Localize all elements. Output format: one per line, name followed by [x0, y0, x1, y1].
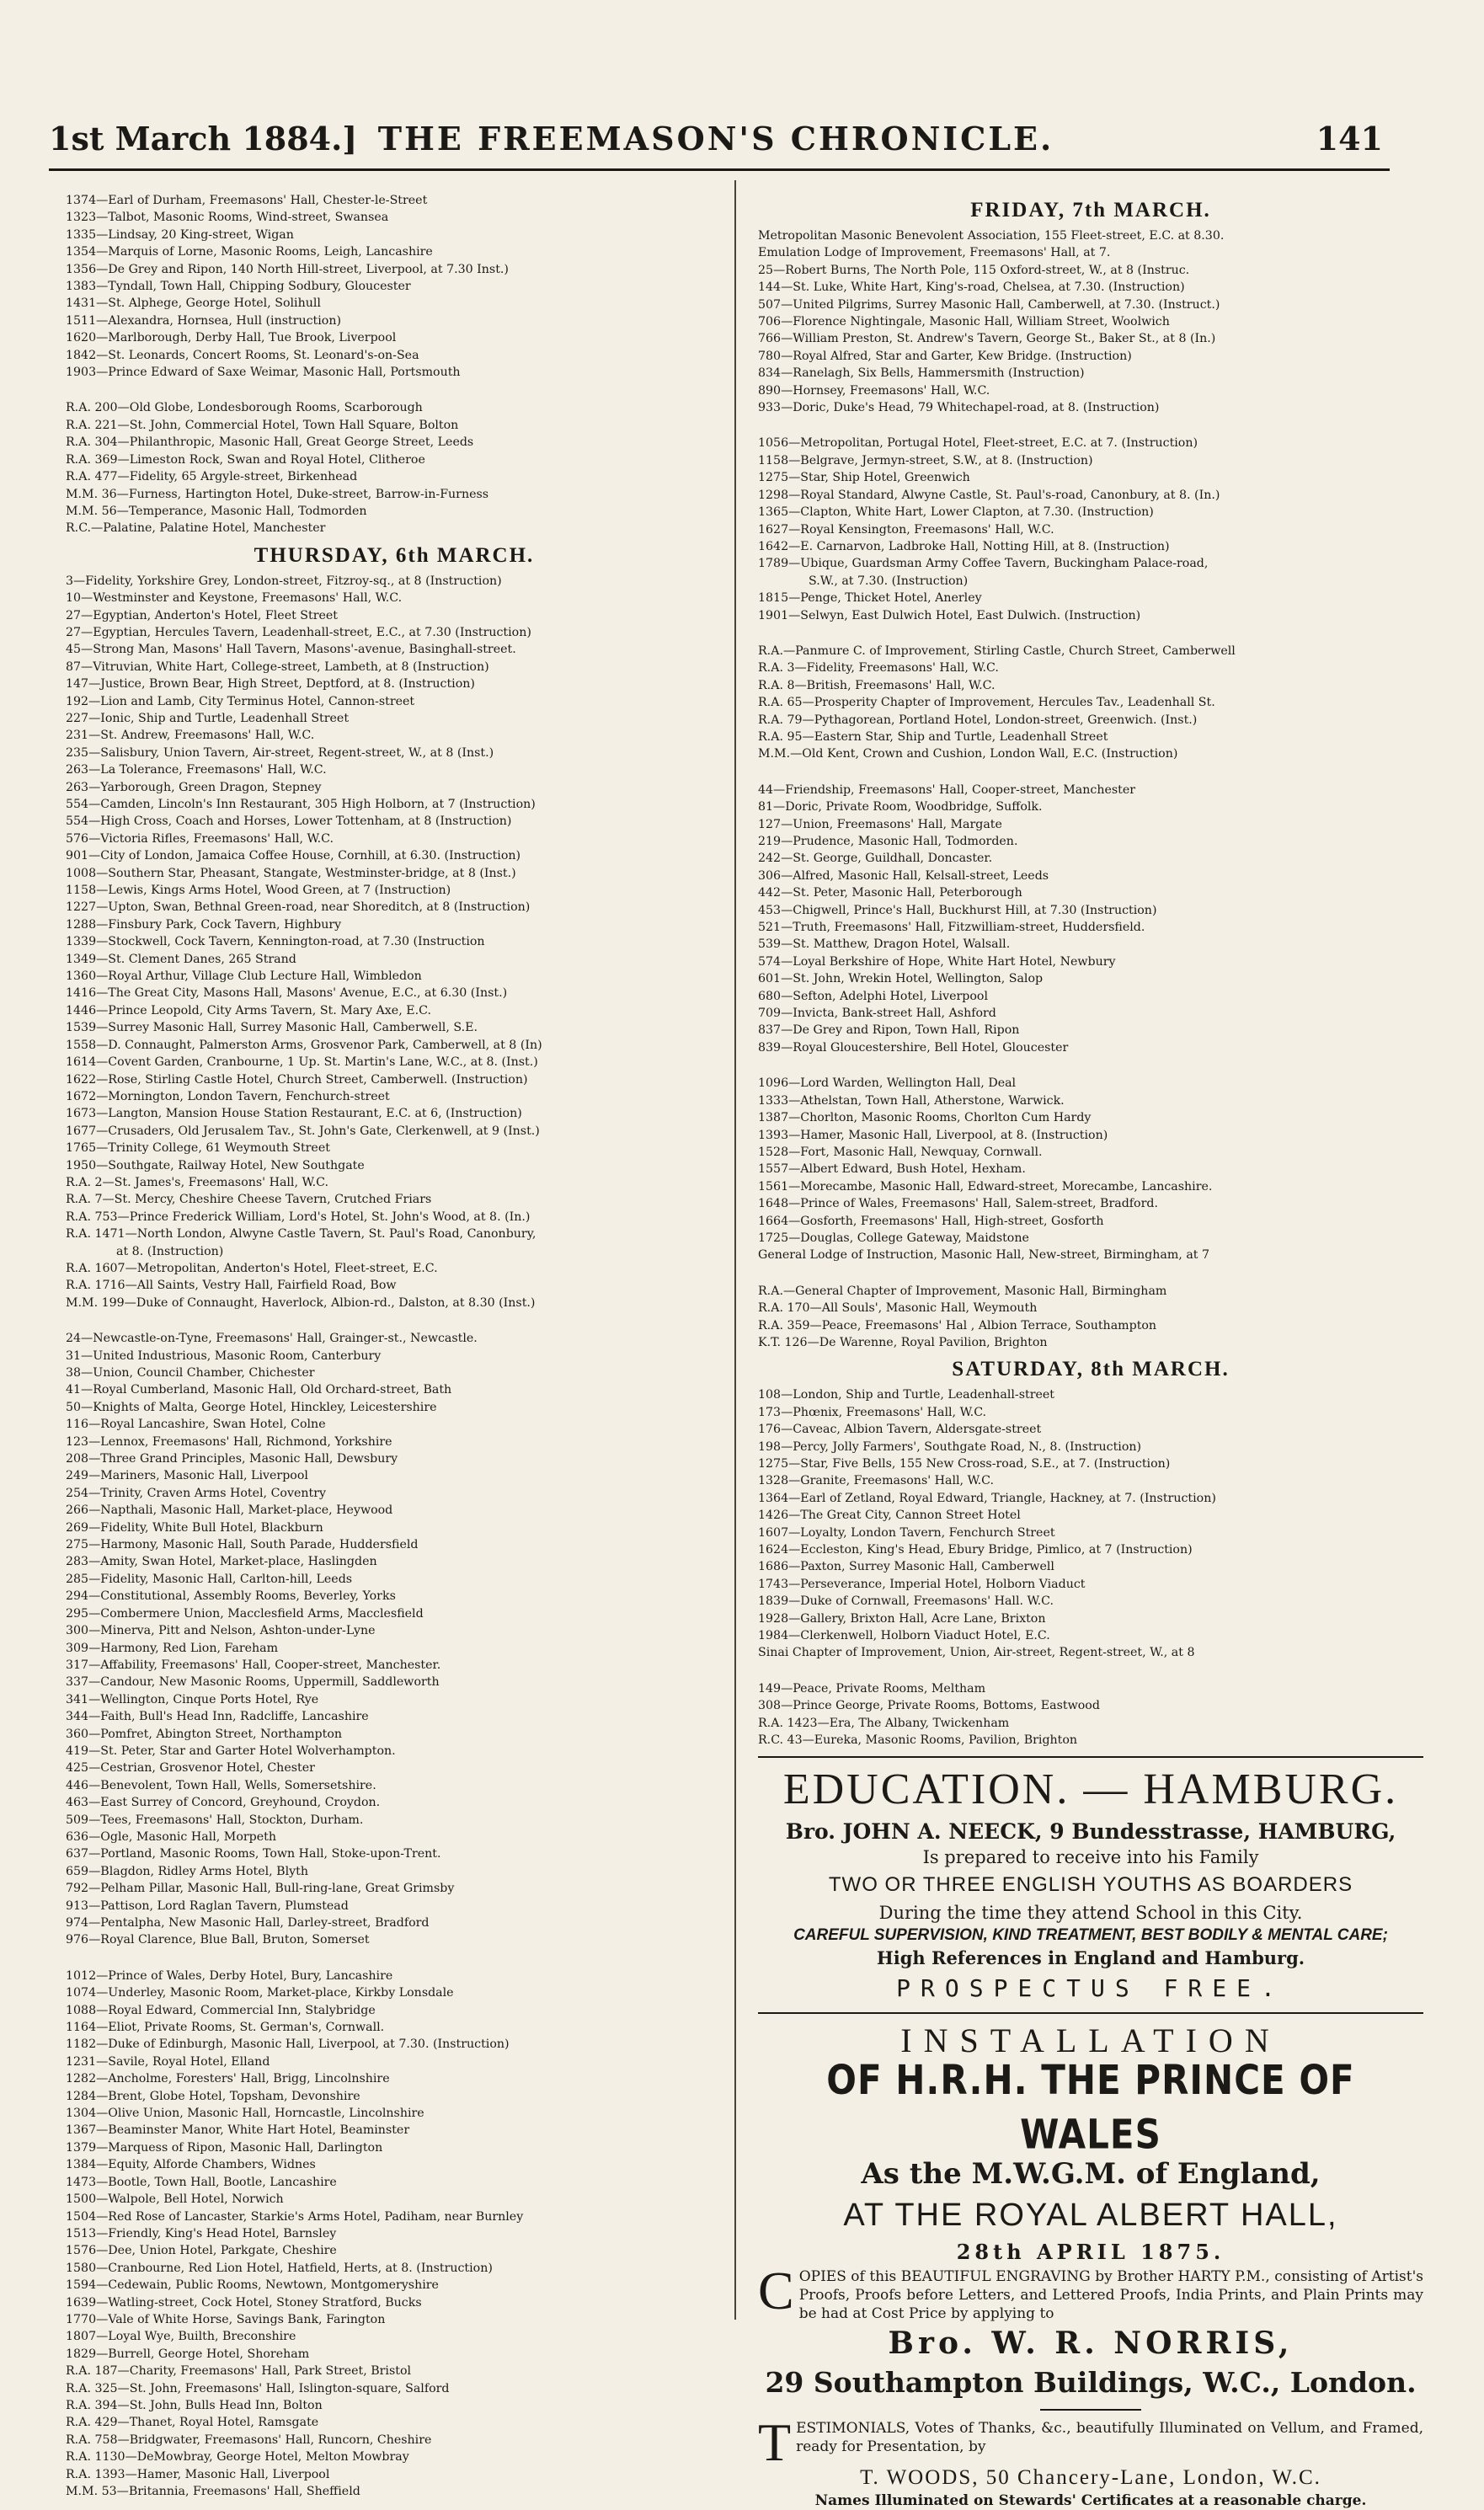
lodge-list — [66, 399, 723, 537]
lodge-entry: 27—Egyptian, Anderton's Hotel, Fleet Street — [66, 608, 338, 622]
lodge-entry: 50—Knights of Malta, George Hotel, Hinckley, Leicestershire — [66, 1400, 437, 1414]
lodge-entry: 419—St. Peter, Star and Garter Hotel Wolverhampton. — [66, 1744, 396, 1758]
lodge-entry: 1282—Ancholme, Foresters' Hall, Brigg, Lincolnshire — [66, 2072, 390, 2086]
lodge-entry: 317—Affability, Freemasons' Hall, Cooper-street, Manchester. — [66, 1658, 441, 1672]
lodge-entry: 1364—Earl of Zetland, Royal Edward, Triangle, Hackney, at 7. (Instruction) — [758, 1491, 1216, 1505]
lodge-list — [758, 643, 1423, 763]
saturday-heading: SATURDAY, 8th MARCH. — [952, 1358, 1230, 1381]
lodge-entry: R.C. 43—Eureka, Masonic Rooms, Pavilion, Brighton — [758, 1733, 1078, 1748]
lodge-entry: 1614—Covent Garden, Cranbourne, 1 Up. St. Martin's Lane, W.C., at 8. (Inst.) — [66, 1055, 538, 1070]
lodge-entry: 1539—Surrey Masonic Hall, Surrey Masonic Hall, Camberwell, S.E. — [66, 1021, 478, 1035]
lodge-entry: 1387—Chorlton, Masonic Rooms, Chorlton Cum Hardy — [758, 1111, 1092, 1125]
education-advert — [758, 1765, 1423, 2005]
lodge-entry: 1354—Marquis of Lorne, Masonic Rooms, Leigh, Lancashire — [66, 245, 433, 259]
lodge-entry: 1673—Langton, Mansion House Station Restaurant, E.C. at 6, (Instruction) — [66, 1107, 522, 1121]
lodge-entry: 341—Wellington, Cinque Ports Hotel, Rye — [66, 1692, 319, 1706]
lodge-entry: 1664—Gosforth, Freemasons' Hall, High-street, Gosforth — [758, 1214, 1104, 1228]
lodge-entry: 1473—Bootle, Town Hall, Bootle, Lancashire — [66, 2175, 337, 2189]
lodge-entry: Metropolitan Masonic Benevolent Association, 155 Fleet-street, E.C. at 8.30. — [758, 229, 1225, 243]
lodge-list — [66, 1330, 723, 1949]
lodge-entry: 38—Union, Council Chamber, Chichester — [66, 1366, 315, 1380]
lodge-entry: 837—De Grey and Ripon, Town Hall, Ripon — [758, 1023, 1020, 1038]
lodge-list — [758, 782, 1423, 1057]
lodge-entry: 1379—Marquess of Ripon, Masonic Hall, Darlington — [66, 2140, 383, 2155]
lodge-list — [758, 1075, 1423, 1263]
lodge-entry: 1500—Walpole, Bell Hotel, Norwich — [66, 2192, 284, 2207]
lodge-entry: R.A. 170—All Souls', Masonic Hall, Weymouth — [758, 1301, 1038, 1316]
lodge-entry: R.A. 304—Philanthropic, Masonic Hall, Great George Street, Leeds — [66, 435, 474, 450]
lodge-entry: R.A. 3—Fidelity, Freemasons' Hall, W.C. — [758, 661, 999, 676]
lodge-entry: 1677—Crusaders, Old Jerusalem Tav., St. John's Gate, Clerkenwell, at 9 (Inst.) — [66, 1124, 540, 1138]
lodge-entry: 539—St. Matthew, Dragon Hotel, Walsall. — [758, 937, 1011, 952]
lodge-entry: 10—Westminster and Keystone, Freemasons' Hall, W.C. — [66, 591, 403, 606]
lodge-entry: Emulation Lodge of Improvement, Freemasons' Hall, at 7. — [758, 246, 1111, 260]
left-column — [66, 192, 723, 2500]
column-divider — [734, 180, 736, 2320]
lodge-entry: 27—Egyptian, Hercules Tavern, Leadenhall-street, E.C., at 7.30 (Instruction) — [66, 625, 531, 639]
lodge-entry: 1008—Southern Star, Pheasant, Stangate, Westminster-bridge, at 8 (Inst.) — [66, 866, 516, 880]
lodge-entry: 1648—Prince of Wales, Freemasons' Hall, Salem-street, Bradford. — [758, 1197, 1158, 1211]
lodge-entry: 913—Pattison, Lord Raglan Tavern, Plumstead — [66, 1899, 349, 1913]
lodge-entry: R.A. 200—Old Globe, Londesborough Rooms, Scarborough — [66, 401, 423, 415]
lodge-entry: 127—Union, Freemasons' Hall, Margate — [758, 817, 1002, 831]
lodge-entry: 1576—Dee, Union Hotel, Parkgate, Cheshire — [66, 2244, 337, 2258]
group-spacer — [758, 1264, 1423, 1283]
wednesday-continued-list — [66, 192, 723, 537]
short-rule — [1040, 2409, 1141, 2411]
lodge-entry: 269—Fidelity, White Bull Hotel, Blackburn — [66, 1520, 323, 1535]
lodge-entry: 45—Strong Man, Masons' Hall Tavern, Masons'-avenue, Basinghall-street. — [66, 643, 516, 657]
lodge-entry: 1765—Trinity College, 61 Weymouth Street — [66, 1141, 330, 1156]
lodge-entry: 87—Vitruvian, White Hart, College-street, Lambeth, at 8 (Instruction) — [66, 660, 489, 674]
education-line-2: TWO OR THREE ENGLISH YOUTHS AS BOARDERS — [828, 1872, 1353, 1896]
lodge-list — [66, 1968, 723, 2501]
lodge-entry: 1984—Clerkenwell, Holborn Viaduct Hotel, E.C. — [758, 1629, 1050, 1643]
lodge-entry: 1446—Prince Leopold, City Arms Tavern, St. Mary Axe, E.C. — [66, 1003, 431, 1017]
lodge-entry: 1829—Burrell, George Hotel, Shoreham — [66, 2347, 310, 2361]
lodge-entry: 576—Victoria Rifles, Freemasons' Hall, W.C. — [66, 831, 334, 846]
lodge-entry: 1288—Finsbury Park, Cock Tavern, Highbury — [66, 917, 342, 932]
installation-advert — [758, 2021, 1423, 2402]
lodge-entry: 446—Benevolent, Town Hall, Wells, Somersetshire. — [66, 1778, 376, 1792]
lodge-entry: 1624—Eccleston, King's Head, Ebury Bridge, Pimlico, at 7 (Instruction) — [758, 1543, 1193, 1557]
education-line-1: Is prepared to receive into his Family — [922, 1846, 1259, 1867]
testimonials-address: T. WOODS, 50 Chancery-Lane, London, W.C. — [860, 2465, 1321, 2489]
lodge-entry: R.A. 1393—Hamer, Masonic Hall, Liverpool — [66, 2467, 330, 2481]
lodge-entry: 780—Royal Alfred, Star and Garter, Kew Bridge. (Instruction) — [758, 349, 1132, 363]
right-column — [758, 192, 1423, 2510]
installation-text: OPIES of this BEAUTIFUL ENGRAVING by Brother HARTY P.M., consisting of Artist's Proofs, Proofs before Letters, and Lettered Proofs, India Prints, and Plain Prints may be had at Cost Price by applying to — [798, 2267, 1423, 2322]
installation-title: INSTALLATION — [900, 2021, 1281, 2059]
lodge-entry: 263—La Tolerance, Freemasons' Hall, W.C. — [66, 763, 327, 777]
lodge-entry: 890—Hornsey, Freemasons' Hall, W.C. — [758, 383, 990, 398]
lodge-entry: 1622—Rose, Stirling Castle Hotel, Church Street, Camberwell. (Instruction) — [66, 1072, 528, 1087]
testimonials-advert — [758, 2411, 1423, 2510]
lodge-entry: R.A. 1716—All Saints, Vestry Hall, Fairfield Road, Bow — [66, 1279, 397, 1293]
lodge-entry: 1339—Stockwell, Cock Tavern, Kennington-road, at 7.30 (Instruction — [66, 935, 485, 949]
lodge-entry: 766—William Preston, St. Andrew's Tavern, George St., Baker St., at 8 (In.) — [758, 332, 1216, 346]
lodge-entry: R.A. 1130—DeMowbray, George Hotel, Melton Mowbray — [66, 2450, 409, 2465]
education-title: EDUCATION. — HAMBURG. — [782, 1765, 1399, 1813]
lodge-list — [66, 192, 723, 381]
lodge-entry: 337—Candour, New Masonic Rooms, Uppermill, Saddleworth — [66, 1675, 440, 1690]
issue-date: 1st March 1884.] — [49, 120, 358, 158]
lodge-list — [758, 1283, 1423, 1352]
lodge-entry: 453—Chigwell, Prince's Hall, Buckhurst Hill, at 7.30 (Instruction) — [758, 903, 1157, 917]
lodge-entry: 1686—Paxton, Surrey Masonic Hall, Camberwell — [758, 1560, 1054, 1574]
thursday-list — [66, 573, 723, 2501]
lodge-entry: 1511—Alexandra, Hornsea, Hull (instruction) — [66, 313, 342, 328]
lodge-entry: 108—London, Ship and Turtle, Leadenhall-street — [758, 1388, 1054, 1402]
lodge-entry: 309—Harmony, Red Lion, Fareham — [66, 1641, 279, 1655]
lodge-list — [758, 1386, 1423, 1662]
lodge-entry: 637—Portland, Masonic Rooms, Town Hall, Stoke-upon-Trent. — [66, 1847, 441, 1861]
lodge-entry: 1901—Selwyn, East Dulwich Hotel, East Dulwich. (Instruction) — [758, 608, 1141, 622]
lodge-entry: 1594—Cedewain, Public Rooms, Newtown, Montgomeryshire — [66, 2278, 439, 2293]
lodge-entry: 1056—Metropolitan, Portugal Hotel, Fleet-street, E.C. at 7. (Instruction) — [758, 436, 1198, 451]
saturday-list — [758, 1386, 1423, 1749]
lodge-entry: 275—Harmony, Masonic Hall, South Parade, Huddersfield — [66, 1538, 419, 1552]
lodge-entry: 1416—The Great City, Masons Hall, Masons' Avenue, E.C., at 6.30 (Inst.) — [66, 986, 508, 1001]
header-rule — [49, 168, 1390, 171]
lodge-entry: 1528—Fort, Masonic Hall, Newquay, Cornwall. — [758, 1145, 1043, 1159]
lodge-entry: 1088—Royal Edward, Commercial Inn, Stalybridge — [66, 2003, 376, 2017]
lodge-entry: 442—St. Peter, Masonic Hall, Peterborough — [758, 886, 1022, 900]
lodge-entry: K.T. 126—De Warenne, Royal Pavilion, Brighton — [758, 1335, 1048, 1349]
lodge-entry: 1639—Watling-street, Cock Hotel, Stoney Stratford, Bucks — [66, 2295, 422, 2310]
lodge-entry: 3—Fidelity, Yorkshire Grey, London-street, Fitzroy-sq., at 8 (Instruction) — [66, 574, 502, 588]
education-line-5: High References in England and Hamburg. — [876, 1947, 1305, 1968]
installation-agent-name: Bro. W. R. NORRIS, — [888, 2325, 1294, 2361]
lodge-entry: R.A.—General Chapter of Improvement, Masonic Hall, Birmingham — [758, 1284, 1167, 1298]
lodge-entry: 1839—Duke of Cornwall, Freemasons' Hall. W.C. — [758, 1594, 1054, 1609]
lodge-entry: 176—Caveac, Albion Tavern, Aldersgate-street — [758, 1423, 1042, 1437]
lodge-entry: M.M. 53—Britannia, Freemasons' Hall, Sheffield — [66, 2485, 360, 2498]
lodge-entry: 1789—Ubique, Guardsman Army Coffee Tavern, Buckingham Palace-road, — [758, 557, 1209, 571]
group-spacer — [758, 624, 1423, 643]
section-rule — [758, 1756, 1423, 1758]
lodge-entry: 659—Blagdon, Ridley Arms Hotel, Blyth — [66, 1864, 308, 1878]
lodge-entry: R.A. 325—St. John, Freemasons' Hall, Islington-square, Salford — [66, 2381, 450, 2395]
lodge-entry: 173—Phœnix, Freemasons' Hall, W.C. — [758, 1405, 987, 1419]
lodge-entry: 792—Pelham Pillar, Masonic Hall, Bull-ring-lane, Great Grimsby — [66, 1882, 455, 1896]
lodge-entry: M.M. 36—Furness, Hartington Hotel, Duke-street, Barrow-in-Furness — [66, 487, 489, 501]
lodge-entry: 1558—D. Connaught, Palmerston Arms, Grosvenor Park, Camberwell, at 8 (In) — [66, 1038, 542, 1052]
lodge-entry: 147—Justice, Brown Bear, High Street, Deptford, at 8. (Instruction) — [66, 677, 475, 692]
lodge-entry: R.A. 7—St. Mercy, Cheshire Cheese Tavern, Crutched Friars — [66, 1193, 432, 1207]
lodge-entry: 308—Prince George, Private Rooms, Bottoms, Eastwood — [758, 1699, 1100, 1713]
lodge-entry: 1356—De Grey and Ripon, 140 North Hill-street, Liverpool, at 7.30 Inst.) — [66, 262, 509, 276]
lodge-entry: 1431—St. Alphege, George Hotel, Solihull — [66, 296, 321, 311]
lodge-entry: 574—Loyal Berkshire of Hope, White Hart Hotel, Newbury — [758, 954, 1116, 969]
lodge-entry: 839—Royal Gloucestershire, Bell Hotel, Gloucester — [758, 1040, 1069, 1055]
lodge-entry: 24—Newcastle-on-Tyne, Freemasons' Hall, Grainger-st., Newcastle. — [66, 1332, 478, 1346]
lodge-entry: 1903—Prince Edward of Saxe Weimar, Masonic Hall, Portsmouth — [66, 366, 461, 380]
lodge-entry: 636—Ogle, Masonic Hall, Morpeth — [66, 1829, 276, 1844]
lodge-entry: 1158—Belgrave, Jermyn-street, S.W., at 8. (Instruction) — [758, 453, 1093, 467]
lodge-entry: 1815—Penge, Thicket Hotel, Anerley — [758, 591, 982, 606]
installation-subtitle: OF H.R.H. THE PRINCE OF WALES — [826, 2055, 1355, 2158]
lodge-entry: 285—Fidelity, Masonic Hall, Carlton-hill, Leeds — [66, 1572, 353, 1586]
lodge-entry: R.A. 359—Peace, Freemasons' Hal , Albion Terrace, Southampton — [758, 1318, 1157, 1332]
lodge-entry: 974—Pentalpha, New Masonic Hall, Darley-street, Bradford — [66, 1916, 430, 1930]
lodge-entry: 1231—Savile, Royal Hotel, Elland — [66, 2054, 270, 2069]
lodge-entry: 1393—Hamer, Masonic Hall, Liverpool, at 8. (Instruction) — [758, 1128, 1108, 1142]
lodge-entry: 1557—Albert Edward, Bush Hotel, Hexham. — [758, 1162, 1026, 1177]
lodge-entry: R.A. 95—Eastern Star, Ship and Turtle, Leadenhall Street — [758, 729, 1108, 744]
lodge-entry: 295—Combermere Union, Macclesfield Arms, Macclesfield — [66, 1606, 424, 1621]
lodge-entry: 1504—Red Rose of Lancaster, Starkie's Arms Hotel, Padiham, near Burnley — [66, 2209, 524, 2224]
lodge-entry: 1275—Star, Five Bells, 155 New Cross-road, S.E., at 7. (Instruction) — [758, 1457, 1171, 1471]
lodge-entry: M.M.—Old Kent, Crown and Cushion, London Wall, E.C. (Instruction) — [758, 747, 1178, 761]
lodge-entry: 144—St. Luke, White Hart, King's-road, Chelsea, at 7.30. (Instruction) — [758, 280, 1185, 295]
lodge-entry: 306—Alfred, Masonic Hall, Kelsall-street, Leeds — [758, 868, 1049, 883]
lodge-entry: 1333—Athelstan, Town Hall, Atherstone, Warwick. — [758, 1093, 1065, 1108]
lodge-entry: 1426—The Great City, Cannon Street Hotel — [758, 1509, 1021, 1523]
lodge-entry: 300—Minerva, Pitt and Nelson, Ashton-under-Lyne — [66, 1624, 376, 1638]
lodge-list — [758, 1680, 1423, 1749]
group-spacer — [66, 381, 723, 399]
lodge-entry: 1335—Lindsay, 20 King-street, Wigan — [66, 227, 294, 242]
friday-list — [758, 227, 1423, 1351]
lodge-entry: R.A. 8—British, Freemasons' Hall, W.C. — [758, 678, 996, 692]
lodge-entry: R.A. 2—St. James's, Freemasons' Hall, W.C. — [66, 1175, 328, 1189]
lodge-entry: 901—City of London, Jamaica Coffee House, Cornhill, at 6.30. (Instruction) — [66, 849, 521, 863]
lodge-entry: R.A. 65—Prosperity Chapter of Improvement, Hercules Tav., Leadenhall St. — [758, 696, 1215, 710]
lodge-entry: 25—Robert Burns, The North Pole, 115 Oxford-street, W., at 8 (Instruc. — [758, 263, 1190, 277]
lodge-entry: 933—Doric, Duke's Head, 79 Whitechapel-road, at 8. (Instruction) — [758, 401, 1160, 415]
lodge-entry: 1374—Earl of Durham, Freemasons' Hall, Chester-le-Street — [66, 194, 428, 207]
lodge-entry: 283—Amity, Swan Hotel, Market-place, Haslingden — [66, 1555, 377, 1569]
lodge-entry: R.A. 187—Charity, Freemasons' Hall, Park Street, Bristol — [66, 2364, 412, 2379]
lodge-entry: at 8. (Instruction) — [116, 1244, 224, 1258]
group-spacer — [758, 416, 1423, 435]
lodge-entry: 1349—St. Clement Danes, 265 Strand — [66, 952, 296, 966]
lodge-entry: 1627—Royal Kensington, Freemasons' Hall, W.C. — [758, 522, 1054, 537]
lodge-entry: R.A. 1423—Era, The Albany, Twickenham — [758, 1716, 1010, 1730]
lodge-entry: 249—Mariners, Masonic Hall, Liverpool — [66, 1469, 308, 1483]
lodge-entry: 1743—Perseverance, Imperial Hotel, Holborn Viaduct — [758, 1577, 1086, 1591]
lodge-entry: 344—Faith, Bull's Head Inn, Radcliffe, Lancashire — [66, 1710, 369, 1724]
lodge-entry: R.A. 79—Pythagorean, Portland Hotel, London-street, Greenwich. (Inst.) — [758, 713, 1198, 727]
lodge-entry: 1365—Clapton, White Hart, Lower Clapton, at 7.30. (Instruction) — [758, 505, 1154, 520]
group-spacer — [758, 1056, 1423, 1075]
installation-line-1: As the M.W.G.M. of England, — [861, 2156, 1321, 2191]
lodge-entry: 198—Percy, Jolly Farmers', Southgate Road, N., 8. (Instruction) — [758, 1439, 1142, 1454]
installation-paragraph — [758, 2260, 1423, 2323]
lodge-entry: 123—Lennox, Freemasons' Hall, Richmond, Yorkshire — [66, 1434, 392, 1449]
lodge-entry: 1158—Lewis, Kings Arms Hotel, Wood Green, at 7 (Instruction) — [66, 884, 451, 898]
lodge-entry: 208—Three Grand Principles, Masonic Hall, Dewsbury — [66, 1452, 398, 1466]
lodge-entry: 601—St. John, Wrekin Hotel, Wellington, Salop — [758, 972, 1044, 986]
lodge-entry: R.A. 758—Bridgwater, Freemasons' Hall, Runcorn, Cheshire — [66, 2433, 432, 2447]
lodge-entry: 219—Prudence, Masonic Hall, Todmorden. — [758, 835, 1018, 848]
lodge-entry: 360—Pomfret, Abington Street, Northampton — [66, 1727, 343, 1741]
lodge-list — [758, 435, 1423, 623]
lodge-entry: 227—Ionic, Ship and Turtle, Leadenhall Street — [66, 711, 350, 725]
lodge-entry: R.C.—Palatine, Palatine Hotel, Manchester — [66, 521, 326, 536]
lodge-entry: 1275—Star, Ship Hotel, Greenwich — [758, 471, 970, 485]
lodge-entry: General Lodge of Instruction, Masonic Hall, New-street, Birmingham, at 7 — [758, 1248, 1210, 1263]
lodge-entry: 149—Peace, Private Rooms, Meltham — [758, 1681, 986, 1696]
lodge-entry: 1770—Vale of White Horse, Savings Bank, Farington — [66, 2312, 386, 2326]
drop-cap: T — [758, 2411, 792, 2472]
lodge-entry: 1164—Eliot, Private Rooms, St. German's, Cornwall. — [66, 2021, 385, 2035]
lodge-entry: 1928—Gallery, Brixton Hall, Acre Lane, Brixton — [758, 1611, 1046, 1626]
lodge-entry: 509—Tees, Freemasons' Hall, Stockton, Durham. — [66, 1813, 364, 1827]
education-line-3: During the time they attend School in this City. — [878, 1902, 1303, 1923]
lodge-entry: 1842—St. Leonards, Concert Rooms, St. Leonard's-on-Sea — [66, 348, 419, 362]
page-number: 141 — [1316, 120, 1383, 158]
lodge-entry: R.A. 753—Prince Frederick William, Lord's Hotel, St. John's Wood, at 8. (In.) — [66, 1210, 531, 1224]
testimonials-text: ESTIMONIALS, Votes of Thanks, &c., beautifully Illuminated on Vellum, and Framed, ready for Presentation, by — [796, 2419, 1423, 2455]
group-spacer — [66, 1949, 723, 1968]
lodge-entry: 463—East Surrey of Concord, Greyhound, Croydon. — [66, 1796, 381, 1810]
lodge-entry: 709—Invicta, Bank-street Hall, Ashford — [758, 1007, 996, 1021]
section-rule — [758, 2012, 1423, 2014]
lodge-entry: 1182—Duke of Edinburgh, Masonic Hall, Liverpool, at 7.30. (Instruction) — [66, 2037, 510, 2052]
lodge-entry: S.W., at 7.30. (Instruction) — [809, 574, 969, 588]
lodge-entry: 41—Royal Cumberland, Masonic Hall, Old Orchard-street, Bath — [66, 1383, 452, 1397]
lodge-entry: 231—St. Andrew, Freemasons' Hall, W.C. — [66, 729, 315, 743]
installation-date: 28th APRIL 1875. — [956, 2239, 1225, 2264]
lodge-entry: 235—Salisbury, Union Tavern, Air-street, Regent-street, W., at 8 (Inst.) — [66, 745, 494, 760]
lodge-entry: 1383—Tyndall, Town Hall, Chipping Sodbury, Gloucester — [66, 280, 411, 294]
lodge-entry: Sinai Chapter of Improvement, Union, Air-street, Regent-street, W., at 8 — [758, 1646, 1195, 1660]
lodge-entry: 1807—Loyal Wye, Builth, Breconshire — [66, 2330, 296, 2344]
lodge-entry: 1513—Friendly, King's Head Hotel, Barnsley — [66, 2226, 337, 2240]
lodge-entry: 192—Lion and Lamb, City Terminus Hotel, Cannon-street — [66, 694, 415, 708]
testimonials-paragraph — [758, 2411, 1423, 2472]
lodge-entry: 521—Truth, Freemasons' Hall, Fitzwilliam-street, Huddersfield. — [758, 921, 1145, 935]
drop-cap: C — [758, 2260, 794, 2320]
lodge-entry: 976—Royal Clarence, Blue Ball, Bruton, Somerset — [66, 1933, 370, 1947]
newspaper-title: THE FREEMASON'S CHRONICLE. — [377, 120, 1054, 158]
lodge-entry: 254—Trinity, Craven Arms Hotel, Coventry — [66, 1486, 327, 1500]
lodge-entry: 1227—Upton, Swan, Bethnal Green-road, near Shoreditch, at 8 (Instruction) — [66, 900, 531, 915]
lodge-entry: R.A. 221—St. John, Commercial Hotel, Town Hall Square, Bolton — [66, 418, 459, 432]
lodge-entry: 1620—Marlborough, Derby Hall, Tue Brook, Liverpool — [66, 331, 397, 345]
lodge-entry: R.A. 477—Fidelity, 65 Argyle-street, Birkenhead — [66, 470, 358, 484]
lodge-entry: 81—Doric, Private Room, Woodbridge, Suffolk. — [758, 800, 1043, 814]
lodge-entry: 834—Ranelagh, Six Bells, Hammersmith (Instruction) — [758, 366, 1085, 381]
installation-line-2: AT THE ROYAL ALBERT HALL, — [843, 2197, 1338, 2233]
lodge-entry: 263—Yarborough, Green Dragon, Stepney — [66, 780, 322, 794]
lodge-entry: R.A. 369—Limeston Rock, Swan and Royal Hotel, Clitheroe — [66, 452, 425, 467]
lodge-entry: 1384—Equity, Alforde Chambers, Widnes — [66, 2158, 316, 2172]
group-spacer — [66, 1311, 723, 1330]
lodge-entry: 1950—Southgate, Railway Hotel, New Southgate — [66, 1158, 365, 1172]
lodge-entry: 242—St. George, Guildhall, Doncaster. — [758, 852, 993, 866]
group-spacer — [758, 763, 1423, 782]
lodge-entry: 1012—Prince of Wales, Derby Hotel, Bury, Lancashire — [66, 1968, 393, 1983]
lodge-entry: 44—Friendship, Freemasons' Hall, Cooper-street, Manchester — [758, 782, 1136, 797]
lodge-entry: 1561—Morecambe, Masonic Hall, Edward-street, Morecambe, Lancashire. — [758, 1179, 1213, 1194]
lodge-entry: R.A. 394—St. John, Bulls Head Inn, Bolton — [66, 2398, 323, 2412]
friday-heading: FRIDAY, 7th MARCH. — [970, 199, 1211, 222]
lodge-entry: 1074—Underley, Masonic Room, Market-place, Kirkby Lonsdale — [66, 1986, 454, 2000]
lodge-entry: 1328—Granite, Freemasons' Hall, W.C. — [758, 1474, 995, 1488]
lodge-entry: 1367—Beaminster Manor, White Hart Hotel, Beaminster — [66, 2123, 410, 2138]
lodge-entry: 507—United Pilgrims, Surrey Masonic Hall, Camberwell, at 7.30. (Instruct.) — [758, 297, 1220, 312]
lodge-entry: 425—Cestrian, Grosvenor Hotel, Chester — [66, 1761, 315, 1776]
lodge-entry: 31—United Industrious, Masonic Room, Canterbury — [66, 1348, 382, 1363]
lodge-entry: R.A. 1607—Metropolitan, Anderton's Hotel, Fleet-street, E.C. — [66, 1261, 438, 1275]
lodge-entry: 1672—Mornington, London Tavern, Fenchurch-street — [66, 1089, 390, 1103]
lodge-entry: 1096—Lord Warden, Wellington Hall, Deal — [758, 1076, 1017, 1091]
lodge-entry: 1607—Loyalty, London Tavern, Fenchurch Street — [758, 1525, 1055, 1540]
lodge-entry: 680—Sefton, Adelphi Hotel, Liverpool — [758, 989, 988, 1003]
lodge-entry: M.M. 56—Temperance, Masonic Hall, Todmorden — [66, 504, 367, 518]
lodge-entry: 1642—E. Carnarvon, Ladbroke Hall, Notting Hill, at 8. (Instruction) — [758, 539, 1170, 553]
lodge-entry: 294—Constitutional, Assembly Rooms, Beverley, Yorks — [66, 1589, 396, 1604]
education-line-4: CAREFUL SUPERVISION, KIND TREATMENT, BEST BODILY & MENTAL CARE; — [793, 1925, 1388, 1944]
lodge-entry: 1298—Royal Standard, Alwyne Castle, St. Paul's-road, Canonbury, at 8. (In.) — [758, 488, 1220, 502]
lodge-entry: 1725—Douglas, College Gateway, Maidstone — [758, 1231, 1029, 1245]
lodge-entry: 554—Camden, Lincoln's Inn Restaurant, 305 High Holborn, at 7 (Instruction) — [66, 798, 536, 811]
lodge-entry: 1284—Brent, Globe Hotel, Topsham, Devonshire — [66, 2089, 360, 2103]
lodge-entry: 554—High Cross, Coach and Horses, Lower Tottenham, at 8 (Instruction) — [66, 814, 512, 829]
lodge-entry: R.A. 1471—North London, Alwyne Castle Tavern, St. Paul's Road, Canonbury, — [66, 1227, 536, 1242]
lodge-list — [758, 227, 1423, 416]
lodge-entry: 1323—Talbot, Masonic Rooms, Wind-street, Swansea — [66, 211, 389, 225]
education-contact: Bro. JOHN A. NEECK, 9 Bundesstrasse, HAMBURG, — [785, 1818, 1396, 1844]
lodge-entry: 706—Florence Nightingale, Masonic Hall, William Street, Woolwich — [758, 315, 1170, 329]
lodge-entry: R.A.—Panmure C. of Improvement, Stirling Castle, Church Street, Camberwell — [758, 644, 1236, 658]
lodge-entry: M.M. 199—Duke of Connaught, Haverlock, Albion-rd., Dalston, at 8.30 (Inst.) — [66, 1295, 536, 1310]
group-spacer — [758, 1662, 1423, 1680]
lodge-entry: 266—Napthali, Masonic Hall, Market-place, Heywood — [66, 1503, 393, 1518]
testimonials-footer: Names Illuminated on Stewards' Certificates at a reasonable charge. — [814, 2491, 1367, 2509]
lodge-entry: R.A. 429—Thanet, Royal Hotel, Ramsgate — [66, 2416, 319, 2430]
lodge-entry: 1580—Cranbourne, Red Lion Hotel, Hatfield, Herts, at 8. (Instruction) — [66, 2261, 493, 2275]
education-prospectus: PROSPECTUS FREE. — [896, 1973, 1285, 2002]
masthead — [49, 120, 1383, 162]
lodge-list — [66, 573, 723, 1311]
lodge-entry: 1360—Royal Arthur, Village Club Lecture Hall, Wimbledon — [66, 969, 422, 984]
installation-address: 29 Southampton Buildings, W.C., London. — [765, 2365, 1417, 2399]
lodge-entry: 1304—Olive Union, Masonic Hall, Horncastle, Lincolnshire — [66, 2107, 424, 2121]
lodge-entry: 116—Royal Lancashire, Swan Hotel, Colne — [66, 1418, 326, 1432]
thursday-heading: THURSDAY, 6th MARCH. — [254, 543, 535, 567]
